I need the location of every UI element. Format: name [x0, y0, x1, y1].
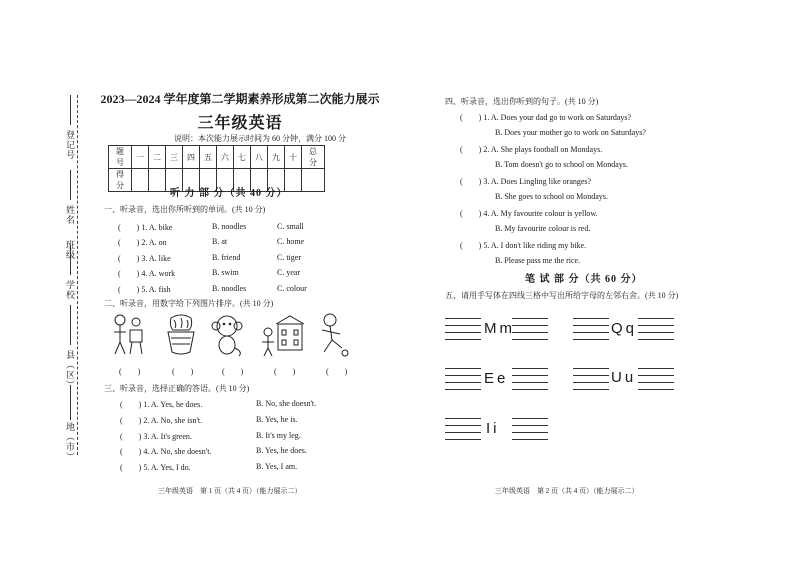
- fill-line-xuexiao: [70, 305, 71, 345]
- q1-item-5-b[interactable]: B. noodles: [212, 284, 247, 293]
- writing-grid-ee-left[interactable]: [445, 368, 481, 390]
- q4-item-4-b[interactable]: B. My favourite colour is red.: [495, 224, 591, 233]
- writing-section-title: 笔 试 部 分（共 60 分）: [525, 274, 643, 285]
- q4-item-1-b[interactable]: B. Does your mother go to work on Saturdays?: [495, 128, 646, 137]
- label-xingming: 姓名: [65, 205, 75, 225]
- q4-item-2-a[interactable]: ( ) 2. A. She plays football on Mondays.: [460, 145, 603, 154]
- running-boy-picture: [314, 312, 350, 358]
- writing-grid-ii-left[interactable]: [445, 418, 481, 440]
- q1-heading: 一、听录音，选出你所听到的单词。(共 10 分): [104, 205, 266, 214]
- q3-heading: 三、听录音，选择正确的答语。(共 10 分): [104, 384, 250, 393]
- q4-item-5-a[interactable]: ( ) 5. A. I don't like riding my bike.: [460, 241, 587, 250]
- score-cell: 四: [183, 146, 200, 169]
- writing-grid-qq-right[interactable]: [638, 318, 674, 340]
- q3-item-3-b[interactable]: B. It's my leg.: [256, 431, 301, 440]
- score-cell: 九: [268, 146, 285, 169]
- writing-grid-mm-right[interactable]: [512, 318, 548, 340]
- score-cell: 五: [200, 146, 217, 169]
- q1-item-2-a[interactable]: ( ) 2. A. on: [118, 238, 167, 247]
- listening-section-title: 听 力 部 分（共 40 分）: [170, 188, 288, 199]
- q1-item-4-b[interactable]: B. swim: [212, 268, 239, 277]
- q3-item-4-b[interactable]: B. Yes, he does.: [256, 446, 307, 455]
- q4-heading: 四、听录音，选出你听到的句子。(共 10 分): [445, 97, 599, 106]
- exam-subject: 三年级英语: [197, 115, 283, 132]
- q1-item-1-b[interactable]: B. noodles: [212, 222, 247, 231]
- q4-item-2-b[interactable]: B. Tom doesn't go to school on Mondays.: [495, 160, 628, 169]
- q1-item-4-a[interactable]: ( ) 4. A. work: [118, 269, 176, 278]
- kids-shopping-picture: [110, 312, 146, 358]
- label-xuexiao: 学校: [65, 280, 75, 300]
- label-banji: 班级: [65, 240, 75, 260]
- fill-line-dengji: [70, 95, 71, 125]
- binding-dashed-line: [77, 95, 78, 455]
- score-cell: 八: [251, 146, 268, 169]
- writing-grid-ee-right[interactable]: [512, 368, 548, 390]
- q1-item-4-c[interactable]: C. year: [277, 268, 301, 277]
- letter-mm: Mm: [484, 320, 515, 337]
- q1-item-2-b[interactable]: B. at: [212, 237, 228, 246]
- q4-item-5-b[interactable]: B. Please pass me the rice.: [495, 256, 581, 265]
- score-cell: 总 分: [302, 146, 325, 169]
- fill-line-banji: [70, 245, 71, 275]
- score-cell: 一: [132, 146, 149, 169]
- noodles-bowl-picture: [163, 312, 199, 358]
- writing-grid-ii-right[interactable]: [512, 418, 548, 440]
- q1-item-1-c[interactable]: C. small: [277, 222, 304, 231]
- label-xian: 县（区）: [65, 350, 75, 390]
- writing-grid-qq-left[interactable]: [573, 318, 609, 340]
- fill-line-xian: [70, 385, 71, 420]
- q1-item-2-c[interactable]: C. home: [277, 237, 305, 246]
- letter-qq: Qq: [611, 320, 638, 337]
- q3-item-2-a[interactable]: ( ) 2. A. No, she isn't.: [120, 416, 203, 425]
- q2-answer-blank-1[interactable]: ( ): [119, 367, 141, 376]
- q3-item-1-a[interactable]: ( ) 1. A. Yes, he does.: [120, 400, 203, 409]
- q3-item-5-a[interactable]: ( ) 5. A. Yes, I do.: [120, 463, 191, 472]
- q1-item-1-a[interactable]: ( ) 1. A. bike: [118, 223, 173, 232]
- score-blank[interactable]: [302, 169, 325, 192]
- q3-item-2-b[interactable]: B. Yes, he is.: [256, 415, 298, 424]
- score-cell: 三: [166, 146, 183, 169]
- score-cell: 六: [217, 146, 234, 169]
- writing-grid-uu-right[interactable]: [638, 368, 674, 390]
- q2-answer-blank-2[interactable]: ( ): [172, 367, 194, 376]
- label-shi: 地（市）: [65, 422, 75, 462]
- q1-item-5-a[interactable]: ( ) 5. A. fish: [118, 285, 171, 294]
- q1-item-5-c[interactable]: C. colour: [277, 284, 307, 293]
- q5-heading: 五、请用手写体在四线三格中写出所给字母的左邻右舍。(共 10 分): [445, 291, 679, 300]
- label-dengji: 登记号: [65, 130, 75, 160]
- q1-item-3-b[interactable]: B. friend: [212, 253, 241, 262]
- fill-line-xingming: [70, 170, 71, 200]
- score-cell: 得 分: [109, 169, 132, 192]
- score-table-header-row: [109, 146, 325, 169]
- q4-item-1-a[interactable]: ( ) 1. A. Does your dad go to work on Saturdays?: [460, 113, 632, 122]
- q1-item-3-c[interactable]: C. tiger: [277, 253, 301, 262]
- monkey-picture: [209, 312, 245, 358]
- score-cell: 十: [285, 146, 302, 169]
- writing-grid-mm-left[interactable]: [445, 318, 481, 340]
- q3-item-5-b[interactable]: B. Yes, I am.: [256, 462, 298, 471]
- q2-answer-blank-4[interactable]: ( ): [274, 367, 296, 376]
- q4-item-3-a[interactable]: ( ) 3. A. Does Lingling like oranges?: [460, 177, 592, 186]
- letter-ii: Ii: [486, 420, 500, 437]
- q3-item-4-a[interactable]: ( ) 4. A. No, she doesn't.: [120, 447, 212, 456]
- q3-item-1-b[interactable]: B. No, she doesn't.: [256, 399, 317, 408]
- q4-item-3-b[interactable]: B. She goes to school on Mondays.: [495, 192, 608, 201]
- page-footer-right: 三年级英语 第 2 页（共 4 页）（能力展示二）: [495, 487, 639, 495]
- exam-title: 2023—2024 学年度第二学期素养形成第二次能力展示: [100, 92, 380, 106]
- score-cell: 题 号: [109, 146, 132, 169]
- q2-answer-blank-5[interactable]: ( ): [326, 367, 348, 376]
- score-blank[interactable]: [132, 169, 149, 192]
- q1-item-3-a[interactable]: ( ) 3. A. like: [118, 254, 171, 263]
- writing-grid-uu-left[interactable]: [573, 368, 609, 390]
- exam-note: 说明：本次能力展示时间为 60 分钟，满分 100 分: [174, 134, 346, 143]
- score-cell: 二: [149, 146, 166, 169]
- letter-ee: Ee: [484, 370, 509, 387]
- score-cell: 七: [234, 146, 251, 169]
- q4-item-4-a[interactable]: ( ) 4. A. My favourite colour is yellow.: [460, 209, 598, 218]
- score-blank[interactable]: [149, 169, 166, 192]
- q2-heading: 二、听录音，用数字给下列图片排序。(共 10 分): [104, 299, 274, 308]
- page-footer-left: 三年级英语 第 1 页（共 4 页）（能力展示二）: [158, 487, 302, 495]
- q3-item-3-a[interactable]: ( ) 3. A. It's green.: [120, 432, 192, 441]
- school-building-picture: [260, 312, 306, 358]
- q2-answer-blank-3[interactable]: ( ): [222, 367, 244, 376]
- letter-uu: Uu: [611, 369, 637, 386]
